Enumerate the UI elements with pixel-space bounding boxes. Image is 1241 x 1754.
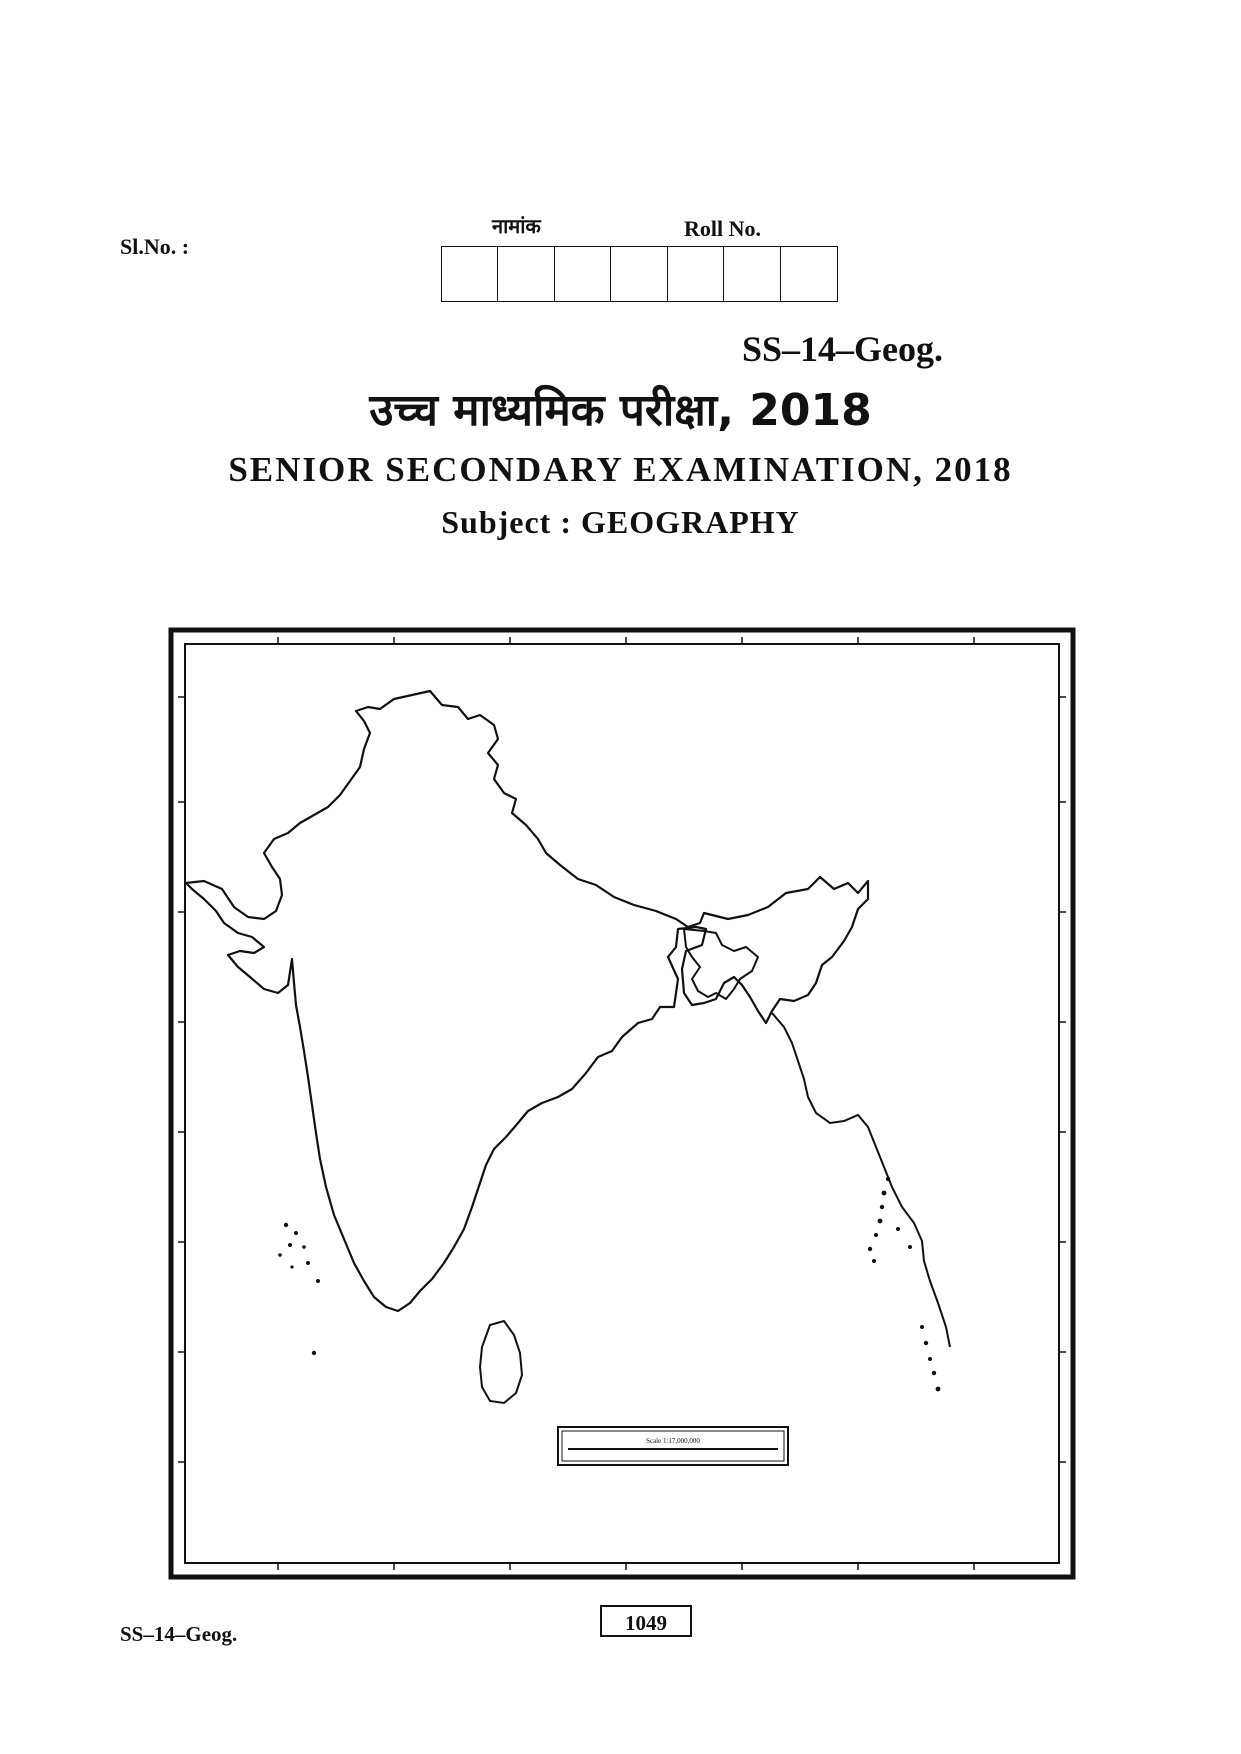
india-outline-map: [168, 627, 1076, 1580]
roll-number-box[interactable]: [667, 246, 725, 302]
roll-number-box[interactable]: [610, 246, 668, 302]
page-number: 1049: [600, 1605, 692, 1637]
map-inner-border: [185, 644, 1059, 1563]
map-scale-text: Scale 1:17,000,000: [646, 1437, 700, 1445]
serial-number-label: Sl.No. :: [120, 234, 190, 259]
roll-number-box[interactable]: [723, 246, 781, 302]
map-outer-border: [171, 630, 1073, 1577]
lakshadweep-islands: [278, 1223, 320, 1355]
myanmar-coast: [772, 1013, 950, 1347]
exam-title-hindi: उच्च माध्यमिक परीक्षा, 2018: [369, 385, 872, 436]
roll-number-label: Roll No.: [684, 216, 761, 241]
exam-title: SENIOR SECONDARY EXAMINATION, 2018: [228, 450, 1013, 489]
roll-number-box[interactable]: [441, 246, 499, 302]
india-border: [186, 691, 868, 1311]
subject-title: Subject : GEOGRAPHY: [441, 504, 800, 540]
roll-number-label-hindi: नामांक: [492, 214, 541, 238]
sri-lanka-outline: [480, 1321, 522, 1403]
roll-number-box[interactable]: [497, 246, 555, 302]
roll-number-boxes: [442, 246, 838, 302]
paper-code: SS–14–Geog.: [742, 329, 944, 369]
roll-number-box[interactable]: [554, 246, 612, 302]
roll-number-box[interactable]: [780, 246, 838, 302]
footer-paper-code: SS–14–Geog.: [120, 1622, 238, 1646]
map-scale-bar: [558, 1427, 788, 1465]
